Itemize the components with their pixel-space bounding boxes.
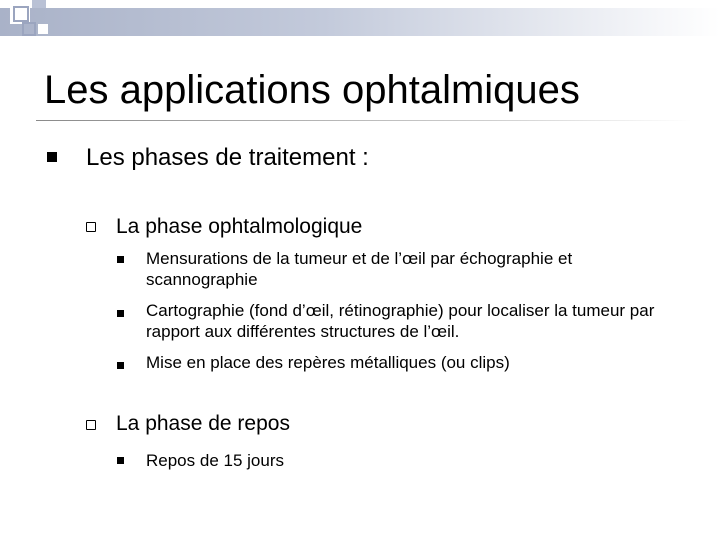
main-point: Les phases de traitement : (86, 144, 369, 171)
list-item: Cartographie (fond d’œil, rétinographie) pour localiser la tumeur par rapport aux différentes structures de l’œil. (146, 301, 655, 341)
list-item: Mensurations de la tumeur et de l’œil par échographie et scannographie (146, 249, 573, 289)
list-item: Mise en place des repères métalliques (ou clips) (146, 353, 510, 372)
header-decoration (32, 0, 46, 8)
title-divider (36, 120, 692, 121)
list-item: Repos de 15 jours (146, 451, 284, 470)
bullet-hollow-square-icon (86, 420, 96, 430)
header-decoration (13, 6, 29, 22)
slide-title: Les applications ophtalmiques (44, 68, 580, 112)
header-decoration (38, 24, 48, 34)
bullet-square-icon (117, 457, 124, 464)
bullet-square-icon (47, 152, 57, 162)
bullet-hollow-square-icon (86, 222, 96, 232)
bullet-square-icon (117, 256, 124, 263)
phase-label: La phase de repos (116, 412, 290, 435)
header-band (0, 8, 720, 36)
bullet-square-icon (117, 310, 124, 317)
bullet-square-icon (117, 362, 124, 369)
phase-label: La phase ophtalmologique (116, 215, 363, 238)
header-decoration (22, 22, 36, 36)
